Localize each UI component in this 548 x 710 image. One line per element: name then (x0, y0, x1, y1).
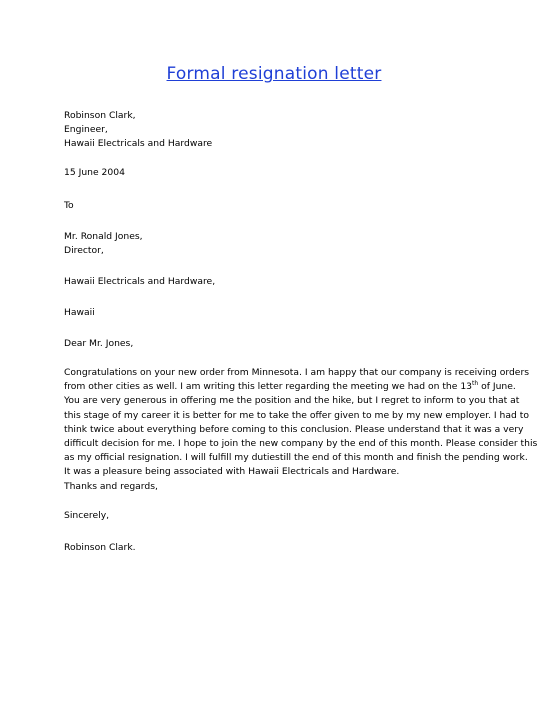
recipient-address (64, 230, 143, 258)
body-line: from other cities as well. I am writing this letter regarding the meeting we had on the 13th of June. (64, 380, 516, 393)
body-line: You are very generous in offering me the position and the hike, but I regret to inform to you that at (64, 395, 520, 407)
letter-date: 15 June 2004 (64, 167, 125, 178)
signature: Robinson Clark. (64, 542, 136, 553)
sender-position: Engineer, (64, 124, 108, 136)
sender-company: Hawaii Electricals and Hardware (64, 138, 213, 150)
body-line: It was a pleasure being associated with Hawaii Electricals and Hardware. (64, 466, 400, 478)
salutation: Dear Mr. Jones, (64, 338, 134, 349)
body-line: this stage of my career it is better for me to take the offer given to me by my new employer. I had to (64, 409, 529, 421)
recipient-name: Mr. Ronald Jones, (64, 231, 143, 242)
body-line: think twice about everything before coming to this conclusion. Please understand that it was a very (64, 423, 524, 435)
body-line: difficult decision for me. I hope to join the new company by the end of this month. Please consider this (64, 437, 538, 449)
letter-body (64, 366, 537, 494)
to-label: To (64, 200, 74, 211)
body-line: as my official resignation. I will fulfill my dutiestill the end of this month and finish the pending work. (64, 452, 528, 464)
closing: Sincerely, (64, 510, 110, 521)
body-line: Thanks and regards, (64, 480, 158, 492)
recipient-company: Hawaii Electricals and Hardware, (64, 276, 216, 287)
sender-name: Robinson Clark, (64, 110, 136, 121)
letter-title-link[interactable]: Formal resignation letter (166, 64, 382, 84)
sender-address (64, 109, 212, 152)
body-line: Congratulations on your new order from Minnesota. I am happy that our company is receiving orders (64, 367, 530, 378)
recipient-position: Director, (64, 245, 104, 257)
recipient-location: Hawaii (64, 307, 95, 318)
